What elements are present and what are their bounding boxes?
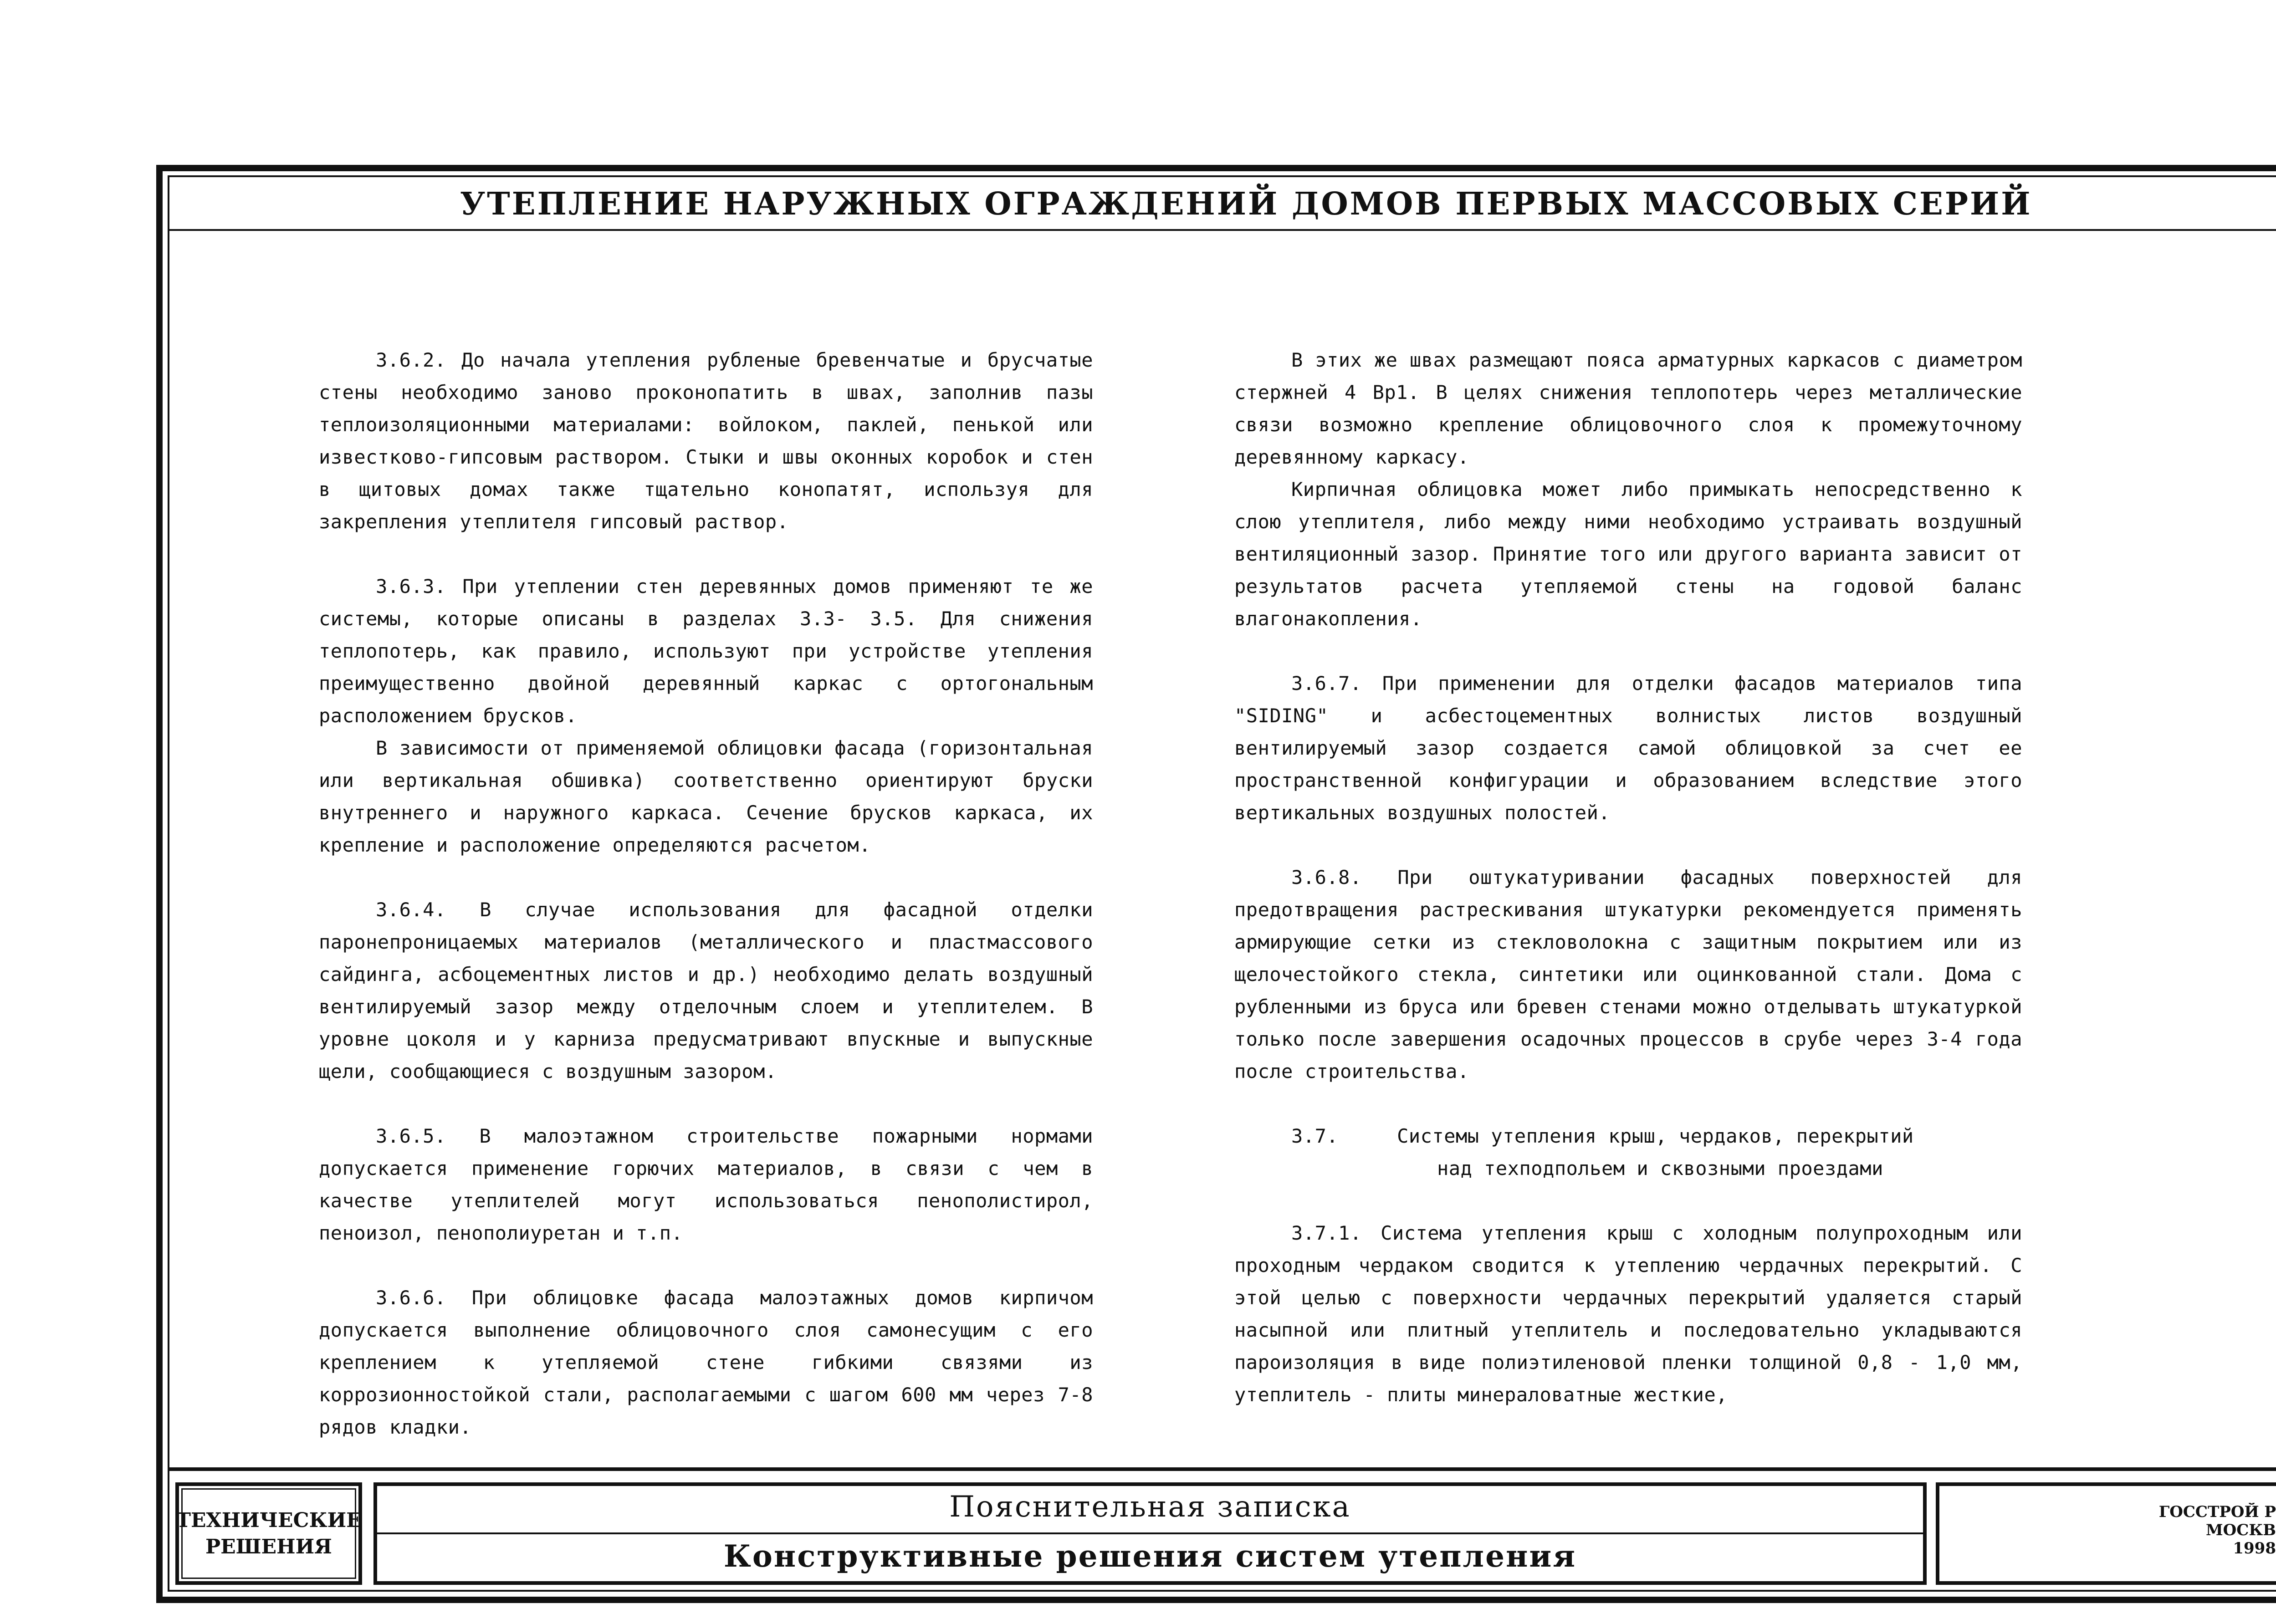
right-column <box>1234 344 2022 1411</box>
section-heading-line-2: над техподпольем и сквозными проездами <box>1437 1157 1883 1180</box>
document-type: Пояснительная записка <box>949 1490 1351 1524</box>
stamp-left-label <box>176 1488 362 1579</box>
paragraph-3-6-4: 3.6.4. В случае использования для фасадной отделки паронепроницаемых материалов (металлического и пластмассового сайдинга, асбоцементных листов и др.) необходимо делать воздушный вентилируемый зазор между отделочным слоем и утеплителем. В уровне цоколя и у карниза предусматривают впускные и выпускные щели, сообщающиеся с воздушным зазором. <box>319 899 1093 1083</box>
document-subject: Конструктивные решения систем утепления <box>723 1538 1577 1574</box>
paragraph-3-6-5: 3.6.5. В малоэтажном строительстве пожарными нормами допускается применение горючих материалов, в связи с чем в качестве утеплителей могут использоваться пенополистирол, пеноизол, пенополиуретан и т.п. <box>319 1125 1093 1244</box>
paragraph-3-6-8: 3.6.8. При оштукатуривании фасадных поверхностей для предотвращения растрескивания штукатурки рекомендуется применять армирующие сетки из стекловолокна с защитным покрытием или из щелочестойкого стекла, синтетики или оцинкованной стали. Дома с рубленными из бруса или бревен стенами можно отделывать штукатуркой только после завершения осадочных процессов в срубе через 3-4 года после строительства. <box>1234 866 2022 1083</box>
stamp-left-line-1: ТЕХНИЧЕСКИЕ <box>176 1508 362 1532</box>
paragraph-3-7-1: 3.7.1. Система утепления крыш с холодным полупроходным или проходным чердаком сводится к утеплению чердачных перекрытий. С этой целью с поверхности чердачных перекрытий удаляется старый насыпной или плитный утеплитель и последовательно укладываются пароизоляция в виде полиэтиленовой пленки толщиной 0,8 - 1,0 мм, утеплитель - плиты минераловатные жесткие, <box>1234 1222 2022 1406</box>
stamp-center-divider <box>377 1532 1923 1534</box>
stamp-org-line-2: МОСКВ <box>2206 1521 2276 1539</box>
stamp-org-line-1: ГОССТРОЙ Р <box>2158 1503 2276 1521</box>
paragraph-3-6-3-continued: В зависимости от применяемой облицовки фасада (горизонтальная или вертикальная обшивка) соответственно ориентируют бруски внутреннего и наружного каркаса. Сечение брусков каркаса, их крепление и расположение определяются расчетом. <box>319 737 1093 856</box>
paragraph-3-6-2: 3.6.2. До начала утепления рубленые бревенчатые и брусчатые стены необходимо заново проконопатить в швах, заполнив пазы теплоизоляционными материалами: войлоком, паклей, пенькой или известково-гипсовым раствором. Стыки и швы оконных коробок и стен в щитовых домах также тщательно конопатят, используя для закрепления утеплителя гипсовый раствор. <box>319 349 1093 533</box>
stamp-top-rule <box>169 1467 2276 1471</box>
stamp-organization <box>1945 1503 2276 1558</box>
paragraph-3-6-7: 3.6.7. При применении для отделки фасадов материалов типа "SIDING" и асбестоцементных волнистых листов воздушный вентилируемый зазор создается самой облицовкой за счет ее пространственной конфигурации и образованием вследствие этого вертикальных воздушных полостей. <box>1234 672 2022 824</box>
left-column <box>319 344 1093 1443</box>
page-title: УТЕПЛЕНИЕ НАРУЖНЫХ ОГРАЖДЕНИЙ ДОМОВ ПЕРВЫХ МАССОВЫХ СЕРИЙ <box>460 186 2032 222</box>
paragraph-3-6-6: 3.6.6. При облицовке фасада малоэтажных домов кирпичом допускается выполнение облицовочного слоя самонесущим с его креплением к утепляемой стене гибкими связями из коррозионностойкой стали, располагаемыми с шагом 600 мм через 7-8 рядов кладки. <box>319 1287 1093 1438</box>
section-heading-line-1: 3.7. Системы утепления крыш, чердаков, перекрытий <box>1291 1125 1914 1147</box>
stamp-org-line-3: 1998 <box>2233 1539 2276 1558</box>
paragraph-continued-1: В этих же швах размещают пояса арматурных каркасов с диаметром стержней 4 Вр1. В целях снижения теплопотерь через металлические связи возможно крепление облицовочного слоя к промежуточному деревянному каркасу. <box>1234 349 2022 468</box>
paragraph-continued-2: Кирпичная облицовка может либо примыкать непосредственно к слою утеплителя, либо между ними необходимо устраивать воздушный вентиляционный зазор. Принятие того или другого варианта зависит от результатов расчета утепляемой стены на годовой баланс влагонакопления. <box>1234 478 2022 630</box>
paragraph-3-6-3: 3.6.3. При утеплении стен деревянных домов применяют те же системы, которые описаны в разделах 3.3- 3.5. Для снижения теплопотерь, как правило, используют при устройстве утепления преимущественно двойной деревянный каркас с ортогональным расположением брусков. <box>319 575 1093 727</box>
section-heading-3-7 <box>1234 1120 2022 1185</box>
stamp-left-line-2: РЕШЕНИЯ <box>205 1535 332 1558</box>
